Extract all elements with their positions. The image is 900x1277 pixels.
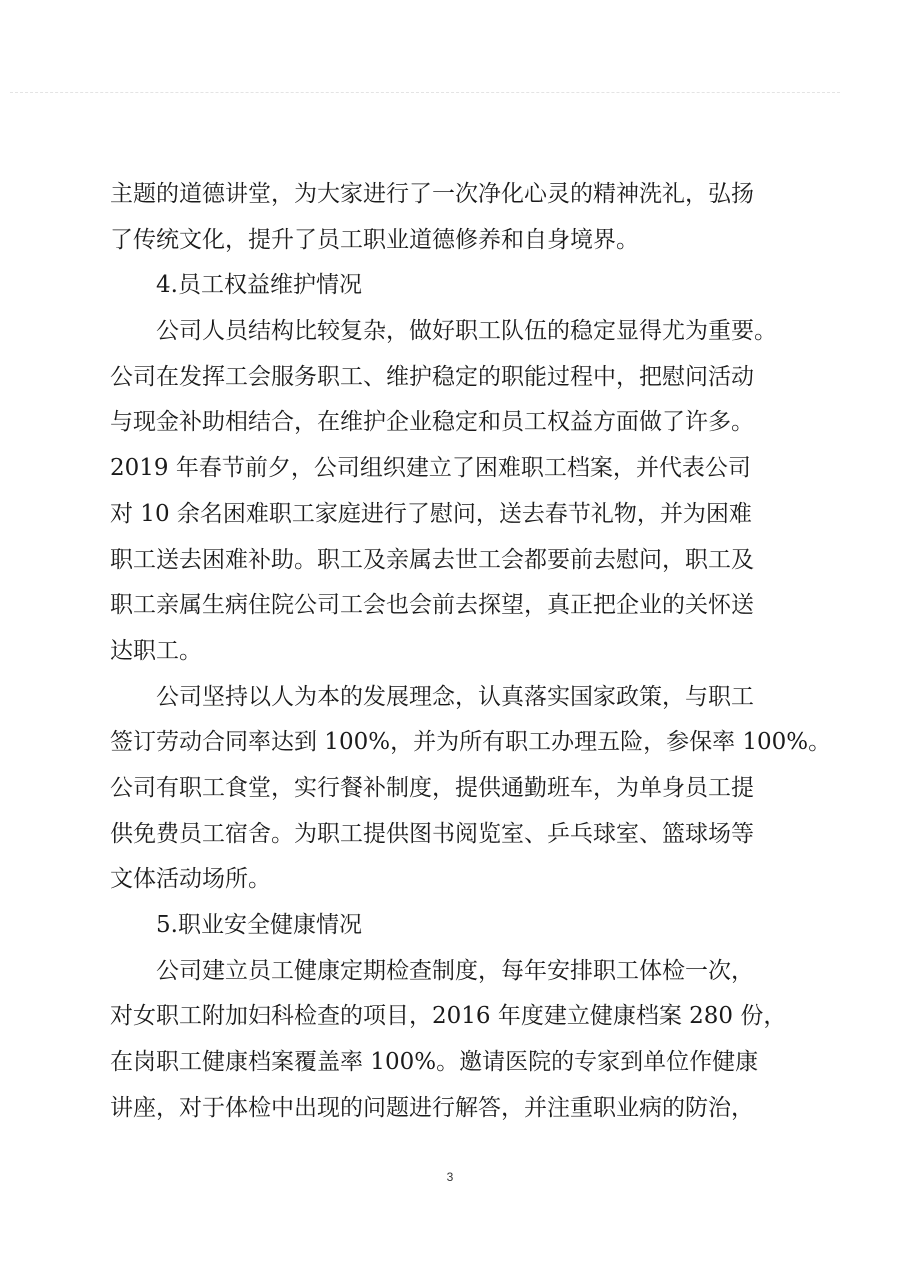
document-body — [110, 172, 832, 1131]
paragraph-start: 公司人员结构比较复杂，做好职工队伍的稳定显得尤为重要。 — [156, 318, 777, 345]
text-line: 文体活动场所。 — [110, 866, 271, 893]
text-line: 了传统文化，提升了员工职业道德修养和自身境界。 — [110, 226, 639, 253]
text-line: 公司在发挥工会服务职工、维护稳定的职能过程中，把慰问活动 — [110, 363, 754, 390]
text-line: 职工送去困难补助。职工及亲属去世工会都要前去慰问，职工及 — [110, 546, 754, 573]
text-line: 在岗职工健康档案覆盖率 100%。邀请医院的专家到单位作健康 — [110, 1049, 759, 1076]
text-line: 与现金补助相结合，在维护企业稳定和员工权益方面做了许多。 — [110, 409, 754, 436]
text-line: 达职工。 — [110, 637, 202, 664]
text-line: 职工亲属生病住院公司工会也会前去探望，真正把企业的关怀送 — [110, 592, 754, 619]
text-line: 讲座，对于体检中出现的问题进行解答，并注重职业病的防治， — [110, 1094, 754, 1121]
text-line: 签订劳动合同率达到 100%，并为所有职工办理五险，参保率 100%。 — [110, 729, 832, 756]
text-line: 公司有职工食堂，实行餐补制度，提供通勤班车，为单身员工提 — [110, 774, 754, 801]
page-number: 3 — [446, 1170, 454, 1184]
text-line: 主题的道德讲堂，为大家进行了一次净化心灵的精神洗礼，弘扬 — [110, 181, 754, 207]
paragraph-start: 公司建立员工健康定期检查制度，每年安排职工体检一次， — [156, 957, 754, 984]
text-line: 对 10 余名困难职工家庭进行了慰问，送去春节礼物，并为困难 — [110, 500, 752, 527]
header-rule — [10, 92, 840, 93]
section-heading: 4.员工权益维护情况 — [156, 272, 362, 299]
text-line: 2019 年春节前夕，公司组织建立了困难职工档案，并代表公司 — [110, 455, 751, 482]
text-line: 对女职工附加妇科检查的项目，2016 年度建立健康档案 280 份， — [110, 1003, 787, 1030]
paragraph-start: 公司坚持以人为本的发展理念，认真落实国家政策，与职工 — [156, 683, 754, 710]
section-heading: 5.职业安全健康情况 — [156, 912, 362, 938]
text-line: 供免费员工宿舍。为职工提供图书阅览室、乒乓球室、篮球场等 — [110, 820, 754, 847]
